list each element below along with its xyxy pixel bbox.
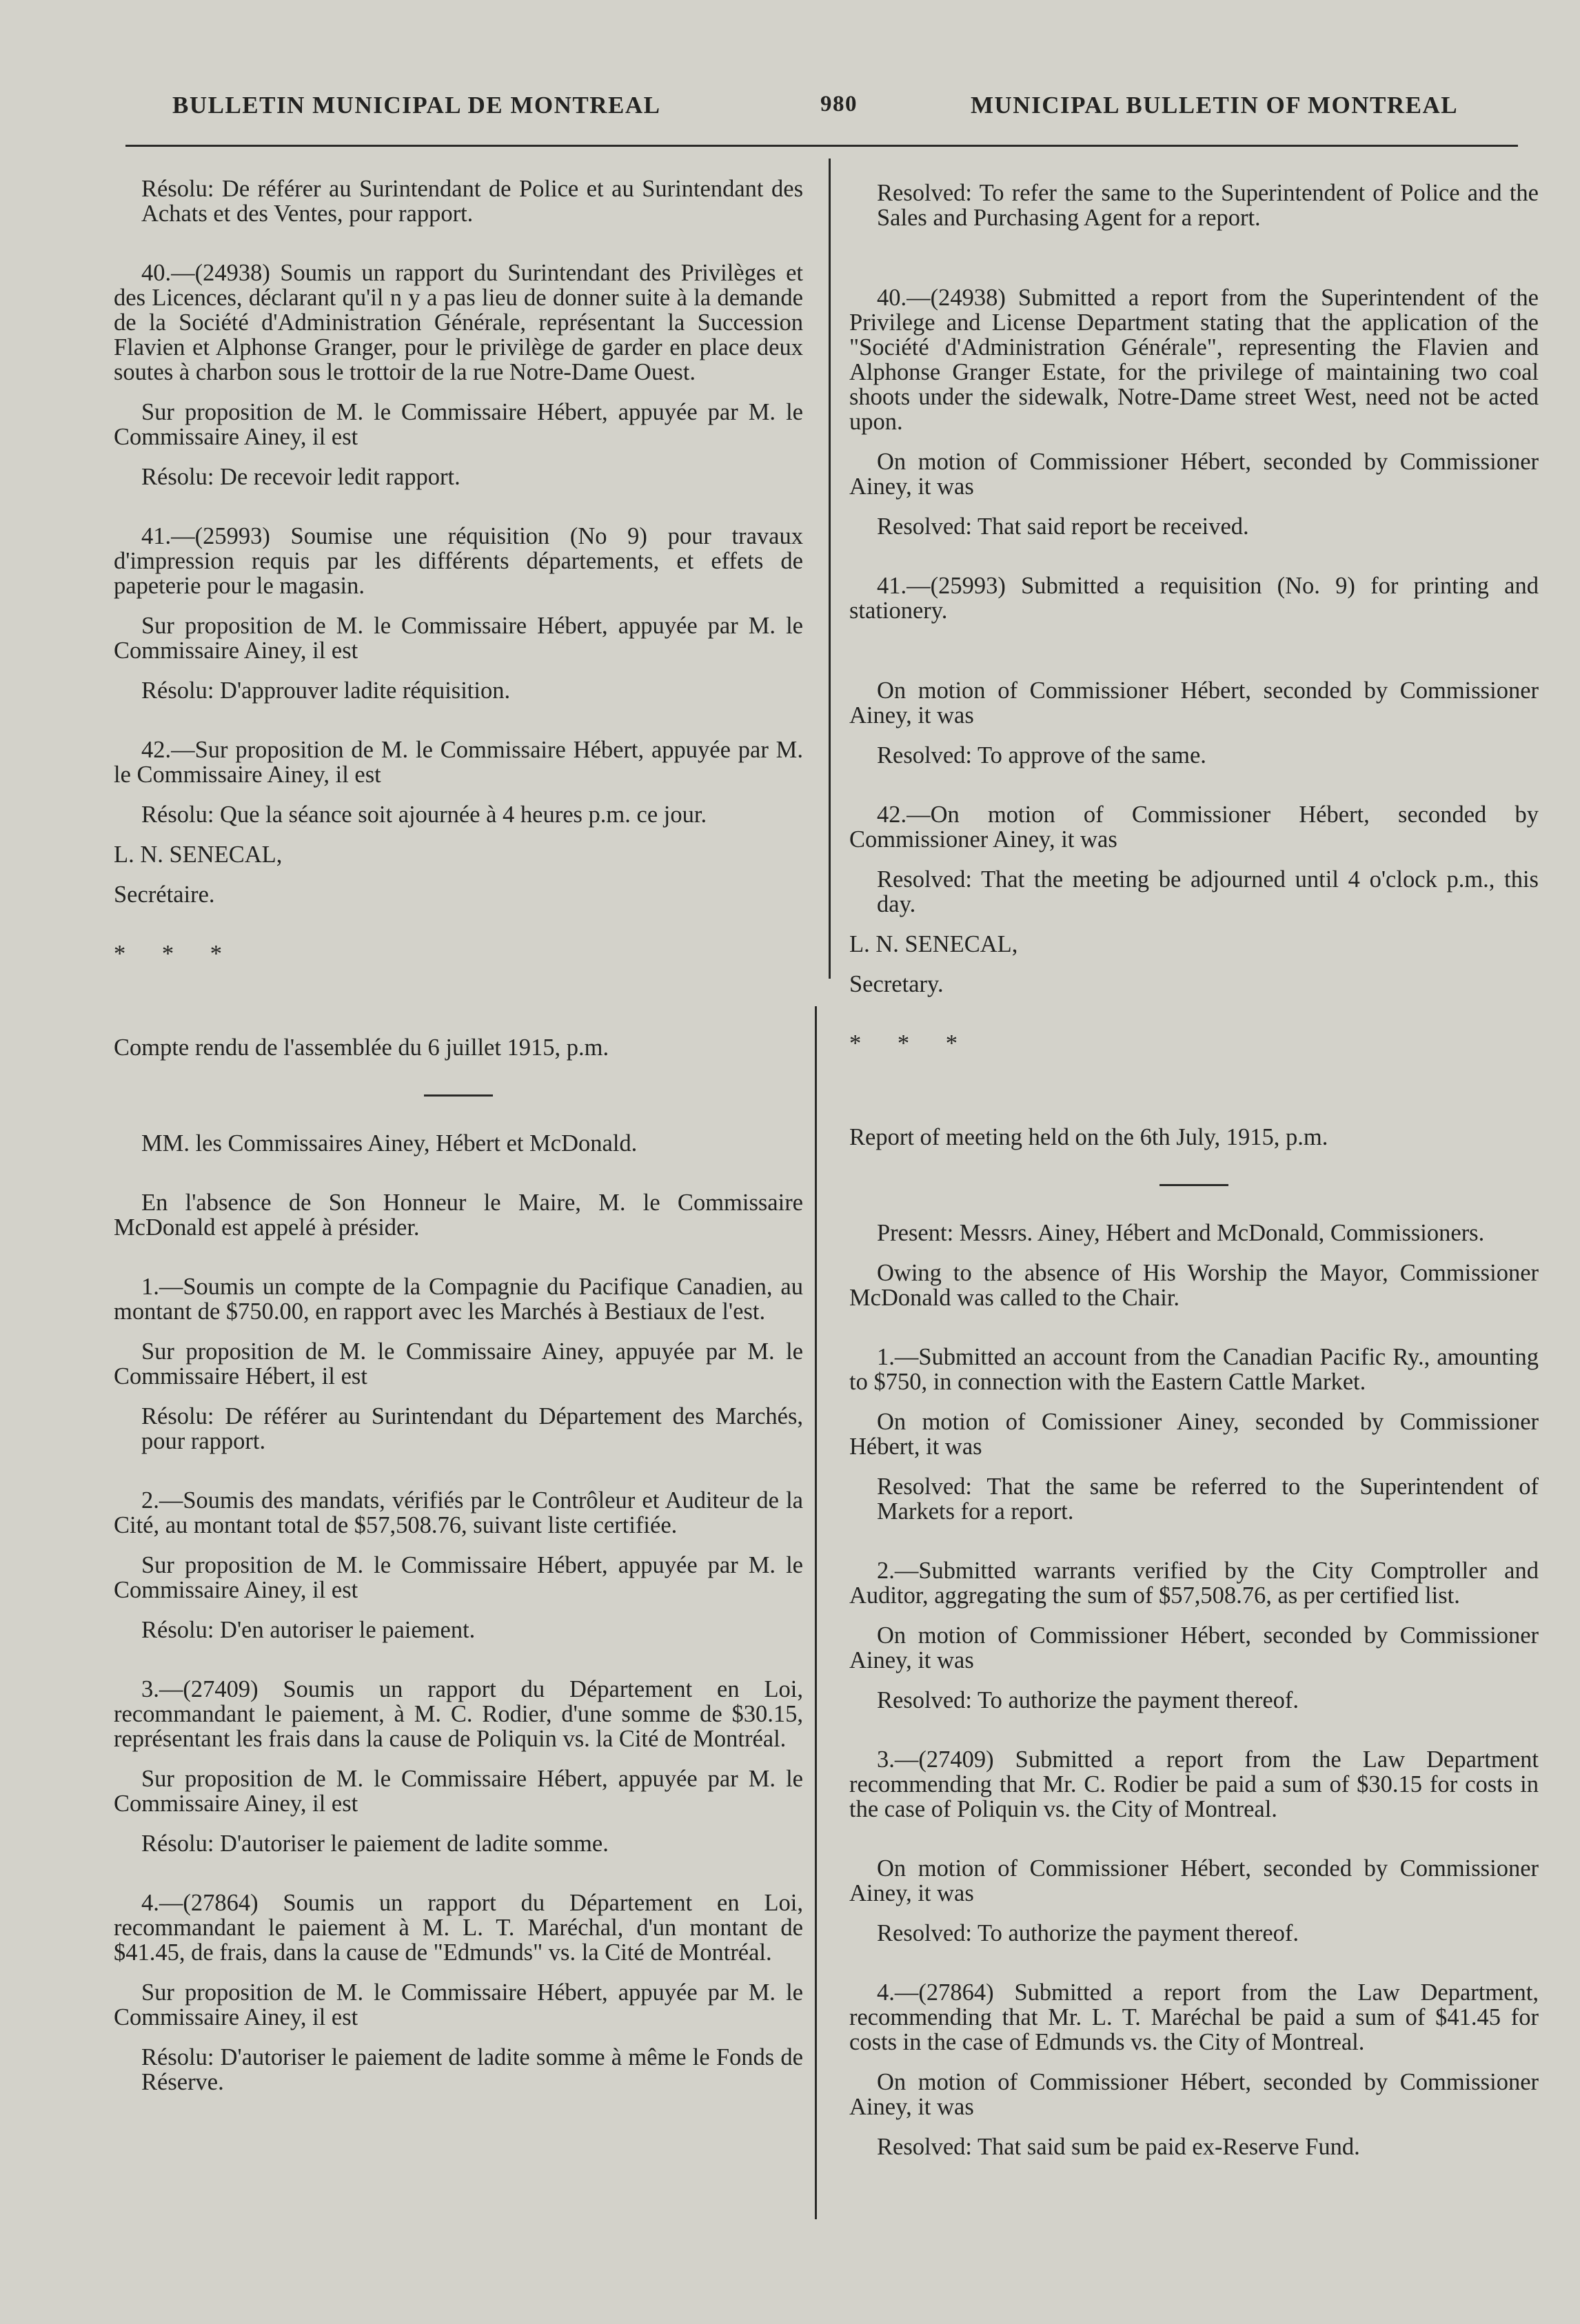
english-column — [849, 181, 1539, 2159]
signature-title: Secretary. — [849, 971, 944, 997]
item-40: 40.—(24938) Soumis un rapport du Surintendant des Privilèges et des Licences, déclarant qu'il n y a pas lieu de donner suite à la demande de la Société d'Administration Générale, représentant la Succession Flavien et Alphonse Granger, pour le privilège de garder en place deux soutes à charbon sous le trottoir de la rue Notre-Dame Ouest. — [114, 260, 803, 385]
report-title: Report of meeting held on the 6th July, 1915, p.m. — [849, 1124, 1328, 1150]
report-title: Compte rendu de l'assemblée du 6 juillet 1915, p.m. — [114, 1034, 609, 1061]
item-2: 2.—Submitted warrants verified by the City Comptroller and Auditor, aggregating the sum of $57,508.76, as per certified list. — [849, 1558, 1539, 1609]
signature-title: Secrétaire. — [114, 881, 215, 908]
chair-note: En l'absence de Son Honneur le Maire, M. le Commissaire McDonald est appelé à présider. — [114, 1190, 803, 1241]
item-1: 1.—Submitted an account from the Canadian Pacific Ry., amounting to $750, in connection with the Eastern Cattle Market. — [849, 1344, 1539, 1395]
resolution: Resolved: That said report be received. — [877, 513, 1249, 540]
section-separator: * * * — [849, 1030, 973, 1057]
signature-name: L. N. SENECAL, — [114, 842, 283, 868]
item-4: 4.—(27864) Soumis un rapport du Département en Loi, recommandant le paiement à M. L. T. Maréchal, d'un montant de $41.45, de frais, dans la cause de "Edmunds" vs. la Cité de Montréal. — [114, 1890, 803, 1966]
header-title-english: MUNICIPAL BULLETIN OF MONTREAL — [971, 92, 1459, 119]
item-41: 41.—(25993) Submitted a requisition (No. 9) for printing and stationery. — [849, 573, 1539, 624]
attendance: MM. les Commissaires Ainey, Hébert et McDonald. — [141, 1130, 638, 1156]
attendance: Present: Messrs. Ainey, Hébert and McDonald, Commissioners. — [877, 1220, 1485, 1246]
resolution: Resolved: To approve of the same. — [877, 742, 1206, 768]
motion: Sur proposition de M. le Commissaire Hébert, appuyée par M. le Commissaire Ainey, il est — [114, 399, 803, 450]
motion: On motion of Commissioner Hébert, seconded by Commissioner Ainey, it was — [849, 1622, 1539, 1673]
item-3: 3.—(27409) Soumis un rapport du Département en Loi, recommandant le paiement, à M. C. Rodier, d'une somme de $30.15, représentant les frais dans la cause de Poliquin vs. la Cité de Montréal. — [114, 1676, 803, 1752]
resolution: Resolved: That said sum be paid ex-Reserve Fund. — [877, 2134, 1360, 2160]
motion: On motion of Commissioner Hébert, seconded by Commissioner Ainey, it was — [849, 2069, 1539, 2120]
item-42: 42.—Sur proposition de M. le Commissaire Hébert, appuyée par M. le Commissaire Ainey, il est — [114, 737, 803, 788]
header-rule — [125, 145, 1518, 147]
motion: On motion of Commissioner Hébert, seconded by Commissioner Ainey, it was — [849, 1855, 1539, 1906]
resolution: Résolu: D'approuver ladite réquisition. — [141, 677, 511, 704]
item-42: 42.—On motion of Commissioner Hébert, seconded by Commissioner Ainey, it was — [849, 802, 1539, 853]
resolution: Résolu: De référer au Surintendant du Département des Marchés, pour rapport. — [141, 1403, 803, 1454]
resolution: Resolved: To refer the same to the Superintendent of Police and the Sales and Purchasing Agent for a report. — [877, 180, 1539, 231]
motion: On motion of Comissioner Ainey, seconded by Commissioner Hébert, it was — [849, 1409, 1539, 1460]
item-2: 2.—Soumis des mandats, vérifiés par le Contrôleur et Auditeur de la Cité, au montant total de $57,508.76, suivant liste certifiée. — [114, 1487, 803, 1538]
motion: On motion of Commissioner Hébert, seconded by Commissioner Ainey, it was — [849, 677, 1539, 728]
section-separator: * * * — [114, 941, 237, 967]
header-title-french: BULLETIN MUNICIPAL DE MONTREAL — [172, 92, 661, 119]
item-4: 4.—(27864) Submitted a report from the Law Department, recommending that Mr. L. T. Maréchal be paid a sum of $41.45 for costs in the case of Edmunds vs. the City of Montreal. — [849, 1979, 1539, 2055]
column-divider-top — [829, 159, 831, 979]
motion: Sur proposition de M. le Commissaire Hébert, appuyée par M. le Commissaire Ainey, il est — [114, 613, 803, 664]
resolution: Résolu: De référer au Surintendant de Police et au Surintendant des Achats et des Ventes, pour rapport. — [141, 176, 803, 227]
column-divider-bottom — [815, 1006, 817, 2219]
resolution: Résolu: Que la séance soit ajournée à 4 heures p.m. ce jour. — [141, 802, 707, 828]
signature-name: L. N. SENECAL, — [849, 931, 1018, 957]
french-column — [114, 176, 803, 2094]
item-1: 1.—Soumis un compte de la Compagnie du Pacifique Canadien, au montant de $750.00, en rapport avec les Marchés à Bestiaux de l'est. — [114, 1274, 803, 1325]
resolution: Resolved: To authorize the payment thereof. — [877, 1687, 1299, 1713]
page-number: 980 — [820, 92, 858, 116]
item-41: 41.—(25993) Soumise une réquisition (No 9) pour travaux d'impression requis par les différents départements, et effets de papeterie pour le magasin. — [114, 523, 803, 599]
resolution: Resolved: That the same be referred to the Superintendent of Markets for a report. — [877, 1474, 1539, 1525]
resolution: Resolved: That the meeting be adjourned until 4 o'clock p.m., this day. — [877, 866, 1539, 917]
resolution: Resolved: To authorize the payment thereof. — [877, 1920, 1299, 1946]
chair-note: Owing to the absence of His Worship the Mayor, Commissioner McDonald was called to the Chair. — [849, 1260, 1539, 1311]
motion: Sur proposition de M. le Commissaire Ainey, appuyée par M. le Commissaire Hébert, il est — [114, 1338, 803, 1389]
resolution: Résolu: De recevoir ledit rapport. — [141, 464, 460, 490]
resolution: Résolu: D'autoriser le paiement de ladite somme à même le Fonds de Réserve. — [141, 2044, 803, 2095]
item-3: 3.—(27409) Submitted a report from the Law Department recommending that Mr. C. Rodier be paid a sum of $30.15 for costs in the case of Poliquin vs. the City of Montreal. — [849, 1746, 1539, 1822]
resolution: Résolu: D'autoriser le paiement de ladite somme. — [141, 1831, 609, 1857]
motion: On motion of Commissioner Hébert, seconded by Commissioner Ainey, it was — [849, 449, 1539, 500]
motion: Sur proposition de M. le Commissaire Hébert, appuyée par M. le Commissaire Ainey, il est — [114, 1552, 803, 1603]
resolution: Résolu: D'en autoriser le paiement. — [141, 1617, 476, 1643]
item-40: 40.—(24938) Submitted a report from the Superintendent of the Privilege and License Department stating that the application of the "Société d'Administration Générale", representing the Flavien and Alphonse Granger Estate, for the privilege of maintaining two coal shoots under the sidewalk, Notre-Dame street West, need not be acted upon. — [849, 285, 1539, 435]
motion: Sur proposition de M. le Commissaire Hébert, appuyée par M. le Commissaire Ainey, il est — [114, 1979, 803, 2030]
motion: Sur proposition de M. le Commissaire Hébert, appuyée par M. le Commissaire Ainey, il est — [114, 1766, 803, 1817]
